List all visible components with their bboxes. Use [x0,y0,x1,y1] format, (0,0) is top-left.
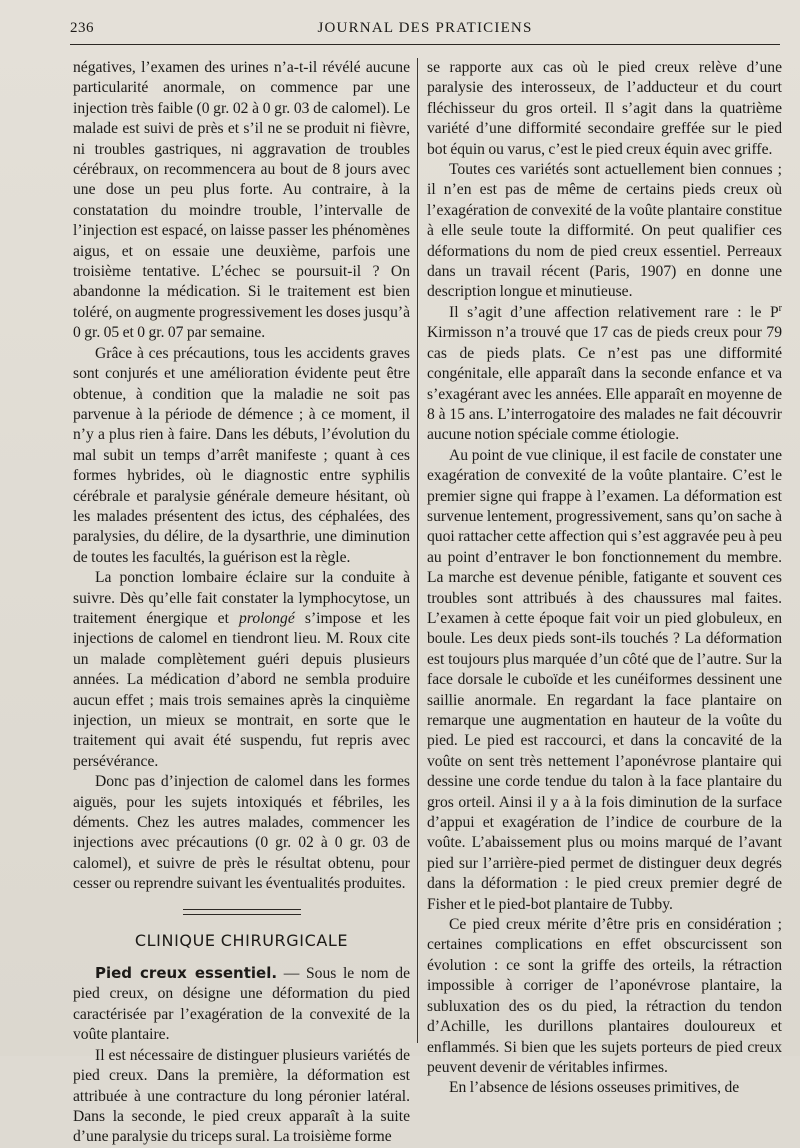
text-run: s’impose et les injections de calomel en tiendront lieu. M. Roux cite un malade complètement guéri depuis plusieurs années. La médication d’abord ne sembla produire aucun effet ; mais trois semaines après la cinquième injection, un mieux se montrait, en sorte que le traitement qui avait été suspendu, fut repris avec persévérance. [73,609,411,770]
section-title: CLINIQUE CHIRURGICALE [134,930,349,950]
left-column [73,58,410,1148]
page-number: 236 [70,20,94,36]
italic-text: prolongé [239,609,295,627]
header-rule [70,44,780,45]
superscript: r [778,302,782,314]
running-title: JOURNAL DES PRATICIENS [317,20,533,36]
paragraph: Ce pied creux mérite d’être pris en considération ; certaines complications en effet obscurcissent son évolution : ce sont la griffe des orteils, la rétraction impossible à corriger de l’aponévrose plantaire, la subluxation des os du pied, la rétraction du tendon d’Achille, les durillons plantaires douloureux et enflammés. Si bien que les sujets porteurs de pied creux peuvent devenir de véritables infirmes. [427,916,782,1076]
paragraph: Au point de vue clinique, il est facile de constater une exagération de convexité de la voûte plantaire. C’est le premier signe qui frappe à l’examen. La déformation est survenue lentement, progressivement, sans qu’on sache à quoi rattacher cette affection qui s’est aggravée peu à peu au point d’entraver le bon fonctionnement du membre. La marche est devenue pénible, fatigante et souvent ces troubles sont attribués à des chaussures mal faites. L’examen à cette époque fait voir un pied globuleux, en boule. Les deux pieds sont-ils touchés ? La déformation est toujours plus marquée d’un côté que de l’autre. Sur la face dorsale le cuboïde et les cunéiformes dessinent une saillie anormale. En regardant la face plantaire on remarque une augmentation en hauteur de la voûte du pied. Le pied est raccourci, et dans la concavité de la voûte on sent très nettement l’aponévrose plantaire qui dessine une corde tendue du talon à la face plantaire du gros orteil. Ainsi il y a à la fois diminution de la surface d’appui et exagération de l’indice de courbure de la voûte. L’abaissement plus ou moins marqué de l’avant pied sur l’arrière-pied permet de distinguer deux degrés dans la déformation : le pied creux premier degré de Fisher et le pied-bot plantaire de Tubby. [427,446,782,913]
paragraph: En l’absence de lésions osseuses primitives, de [449,1079,740,1097]
right-column [427,58,782,1099]
paragraph [73,568,410,772]
page-header [70,18,780,42]
paragraph: Il est nécessaire de distinguer plusieurs variétés de pied creux. Dans la première, la déformation est attribuée à une contracture du long péronier latéral. Dans la seconde, le pied creux apparaît à la suite d’une paralysie du triceps sural. La troisième forme [73,1046,410,1146]
paragraph: négatives, l’examen des urines n’a-t-il révélé aucune particularité anormale, on commence par une injection très faible (0 gr. 02 à 0 gr. 03 de calomel). Le malade est suivi de près et s’il ne se produit ni fièvre, ni troubles gastriques, ni aggravation de troubles cérébraux, on recommencera au bout de 8 jours avec une dose un peu plus forte. Au contraire, à la constatation du moindre trouble, l’intervalle de l’injection est espacé, on laisse passer les phénomènes aigus, et on essaie une deuxième, parfois une troisième tentative. L’échec se poursuit-il ? On abandonne la médication. Si le traitement est bien toléré, on augmente progressivement les doses jusqu’à 0 gr. 05 et 0 gr. 07 par semaine. [73,59,410,342]
text-run: La ponction lombaire éclaire sur la conduite à suivre. Dès qu’elle fait constater la lymphocytose, un traitement énergique et [73,569,410,627]
column-divider [417,58,418,1043]
text-run: Il s’agit d’une affection relativement rare : le P [449,303,779,321]
paragraph: Grâce à ces précautions, tous les accidents graves sont conjurés et une amélioration évidente peut être obtenue, à condition que la maladie ne soit pas parvenue à la période de démence ; à ce moment, il n’y a plus rien à faire. Dans les débuts, l’évolution du mal subit un temps d’arrêt manifeste ; quant à ces formes hybrides, où le diagnostic entre syphilis cérébrale et paralysie générale demeure hésitant, où les malades présentent des ictus, des céphalées, des paralysies, du délire, de la dysarthrie, une diminution de toutes les facultés, la guérison est la règle. [73,344,410,566]
text-run: Kirmisson n’a trouvé que 17 cas de pieds creux pour 79 cas de pieds plats. Ce n’est pas une difformité congénitale, elle apparaît dans la seconde enfance et va s’exagérant avec les années. Elle apparaît en moyenne de 8 à 15 ans. L’interrogatoire des malades ne fait découvrir aucune notion spéciale comme étiologie. [427,324,782,444]
section-heading-block [73,909,410,951]
paragraph: Toutes ces variétés sont actuellement bien connues ; il n’en est pas de même de certains pieds creux où l’exagération de convexité de la voûte plantaire constitue à elle seule toute la difformité. On peut qualifier ces déformations du nom de pied creux essentiel. Perreaux dans un travail récent (Paris, 1907) en donne une description longue et minutieuse. [427,161,782,301]
section-divider [183,909,301,915]
paragraph [427,303,782,446]
paragraph: se rapporte aux cas où le pied creux relève d’une paralysie des interosseux, de l’adducteur et du court fléchisseur du gros orteil. Il s’agit dans la quatrième variété d’une difformité secondaire greffée sur le pied bot équin ou varus, c’est le pied creux équin avec griffe. [427,59,782,158]
paragraph [73,963,410,1046]
article-title: Pied creux essentiel. [95,964,278,983]
paragraph: Donc pas d’injection de calomel dans les formes aiguës, pour les sujets intoxiqués et fébriles, les déments. Chez les autres malades, commencer les injections avec précautions (0 gr. 02 à 0 gr. 03 de calomel), et suivre de près le résultat obtenu, pour cesser ou reprendre suivant les éventualités produites. [73,773,410,893]
text-run: — Sous le nom de pied creux, on désigne une déformation du pied caractérisée par l’exagération de la convexité de la voûte plantaire. [73,965,410,1044]
